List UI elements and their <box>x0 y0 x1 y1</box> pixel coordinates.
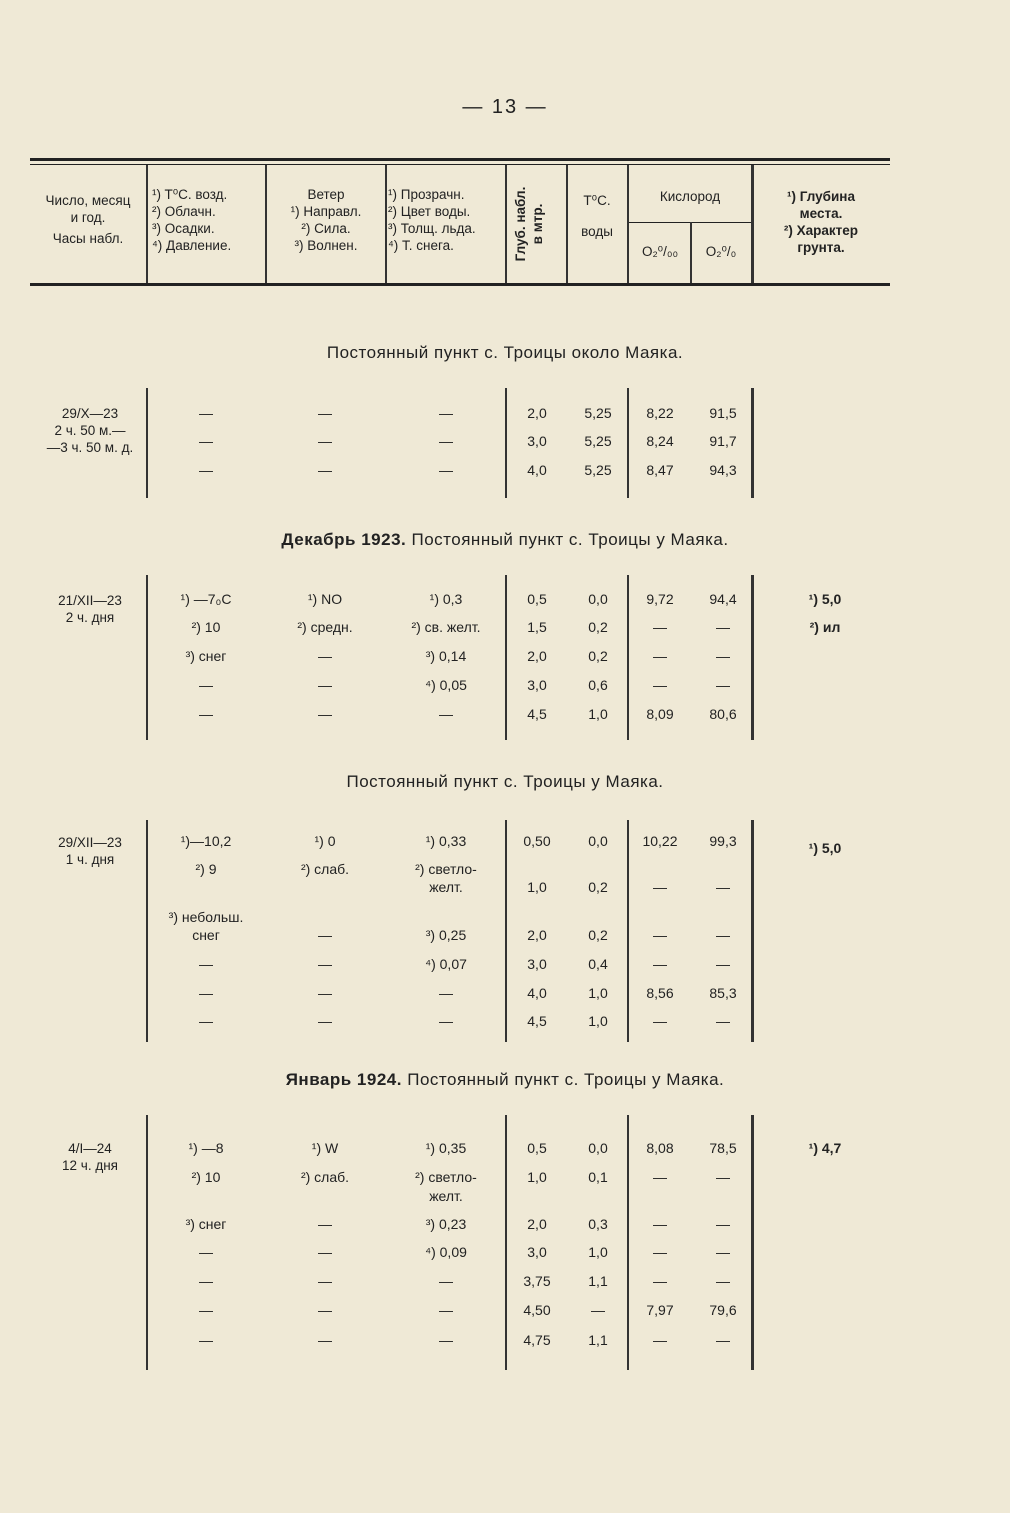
observation-date: 4/I—24 12 ч. дня <box>62 1141 118 1173</box>
header-transparency-column: ¹) Прозрачн. ²) Цвет воды. ³) Толщ. льда. ⁴) Т. снега. <box>388 187 476 253</box>
col-divider <box>146 820 148 1042</box>
col-divider <box>146 575 148 740</box>
col-divider <box>627 388 629 498</box>
col-divider <box>146 1115 148 1370</box>
section-title: Постоянный пункт с. Троицы около Маяка. <box>326 343 684 362</box>
header-top-rule <box>30 158 890 161</box>
header-col-divider <box>265 165 267 283</box>
section-title: Постоянный пункт с. Троицы у Маяка. <box>346 772 664 791</box>
header-oxygen: Кислород <box>659 189 721 204</box>
page-number: — 13 — <box>462 96 548 118</box>
section-title: Декабрь 1923. Постоянный пункт с. Троицы у Маяка. <box>281 530 729 549</box>
header-oxygen-percent: O₂⁰/₀ <box>705 244 737 259</box>
header-col-divider <box>146 165 148 283</box>
header-depth-column: Глуб. набл. в мтр. <box>513 186 545 262</box>
observation-date: 21/XII—23 2 ч. дня <box>58 593 122 625</box>
header-bottom-rule <box>30 283 890 286</box>
col-divider <box>146 388 148 498</box>
observation-date: 29/XII—23 1 ч. дня <box>58 835 122 867</box>
header-date-column: Число, месяц и год. Часы набл. <box>45 193 131 246</box>
header-top-rule-thin <box>30 164 890 165</box>
header-depth-soil-column: ¹) Глубина места. ²) Характер грунта. <box>783 189 859 255</box>
col-divider <box>627 1115 629 1370</box>
col-divider <box>627 575 629 740</box>
col-divider <box>627 820 629 1042</box>
header-col-divider <box>385 165 387 283</box>
section-title: Январь 1924. Постоянный пункт с. Троицы у Маяка. <box>285 1070 725 1089</box>
header-oxygen-permille: O₂⁰/₀₀ <box>641 244 679 259</box>
observation-date: 29/X—23 2 ч. 50 м.— —3 ч. 50 м. д. <box>46 406 134 455</box>
col-divider <box>505 1115 507 1370</box>
col-divider <box>505 575 507 740</box>
header-water-temp-column: T⁰C. воды <box>581 193 613 239</box>
col-divider <box>505 820 507 1042</box>
header-col-divider <box>627 165 629 283</box>
header-wind-column: Ветер ¹) Направл. ²) Сила. ³) Волнен. <box>290 187 362 253</box>
header-air-column: ¹) T⁰C. возд. ²) Облачн. ³) Осадки. ⁴) Давление. <box>152 187 232 253</box>
header-col-divider <box>751 165 754 283</box>
col-divider <box>505 388 507 498</box>
